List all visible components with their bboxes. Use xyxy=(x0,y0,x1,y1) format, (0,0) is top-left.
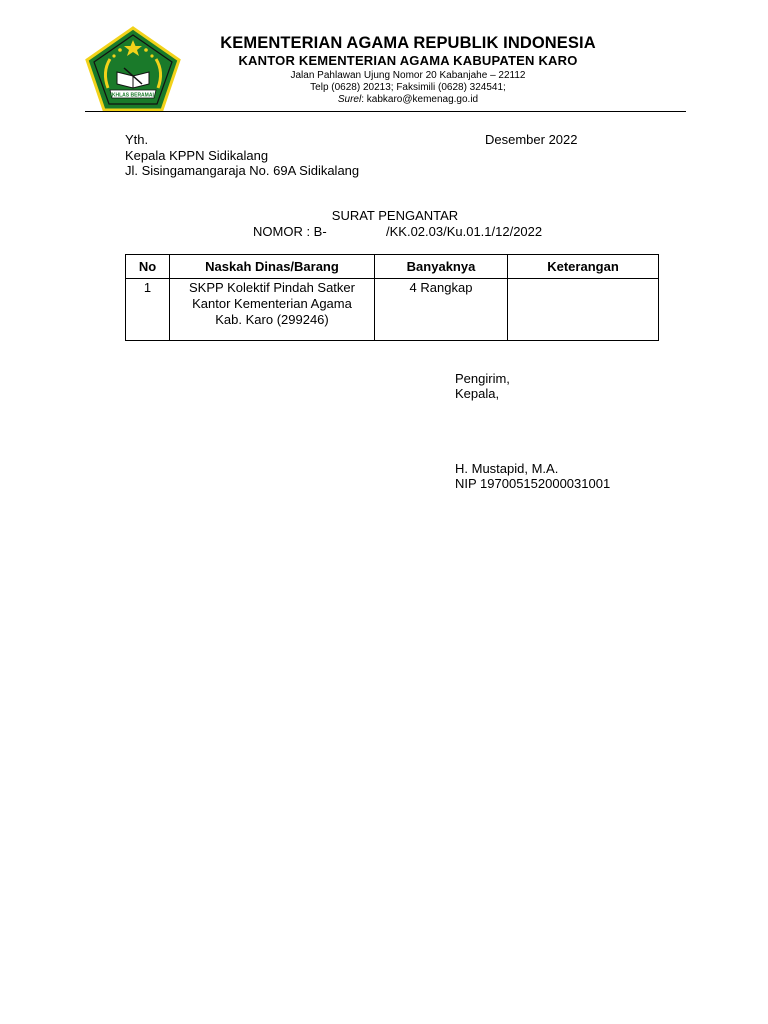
sender-role: Kepala, xyxy=(455,386,500,401)
sender-label: Pengirim, xyxy=(455,371,510,386)
recipient-name: Kepala KPPN Sidikalang xyxy=(125,148,269,163)
office-name: KANTOR KEMENTERIAN AGAMA KABUPATEN KARO xyxy=(238,53,578,68)
office-email xyxy=(178,94,638,105)
signatory-name: H. Mustapid, M.A. xyxy=(455,461,559,476)
cell-no: 1 xyxy=(126,279,170,341)
svg-text:IKHLAS BERAMAL: IKHLAS BERAMAL xyxy=(110,92,156,99)
letter-title: SURAT PENGANTAR xyxy=(331,208,459,223)
col-header-qty: Banyaknya xyxy=(375,255,508,279)
col-header-note: Keterangan xyxy=(508,255,659,279)
letter-date: Desember 2022 xyxy=(485,132,578,147)
cell-item xyxy=(170,279,375,341)
org-name: KEMENTERIAN AGAMA REPUBLIK INDONESIA xyxy=(220,34,596,52)
cell-item-line: Kab. Karo (299246) xyxy=(215,312,329,327)
letter-number-label: NOMOR : B- xyxy=(253,224,327,239)
email-value: : kabkaro@kemenag.go.id xyxy=(361,94,479,105)
office-phone: Telp (0628) 20213; Faksimili (0628) 324541; xyxy=(310,82,506,93)
recipient-address: Jl. Sisingamangaraja No. 69A Sidikalang xyxy=(125,163,360,178)
signatory-nip: NIP 197005152000031001 xyxy=(455,476,611,491)
table-header-row xyxy=(126,255,659,279)
col-header-item: Naskah Dinas/Barang xyxy=(170,255,375,279)
col-header-no: No xyxy=(126,255,170,279)
items-table xyxy=(125,254,659,341)
cell-item-line: Kantor Kementerian Agama xyxy=(192,296,352,311)
salutation: Yth. xyxy=(125,132,149,147)
table-row xyxy=(126,279,659,341)
email-label: Surel xyxy=(337,94,362,105)
cell-note xyxy=(508,279,659,341)
office-address: Jalan Pahlawan Ujung Nomor 20 Kabanjahe – 22112 xyxy=(290,70,526,81)
letter-number-suffix: /KK.02.03/Ku.01.1/12/2022 xyxy=(386,224,543,239)
kemenag-logo-icon xyxy=(84,26,182,112)
cell-item-line: SKPP Kolektif Pindah Satker xyxy=(189,280,355,295)
cell-qty: 4 Rangkap xyxy=(375,279,508,341)
header-divider xyxy=(85,111,686,112)
